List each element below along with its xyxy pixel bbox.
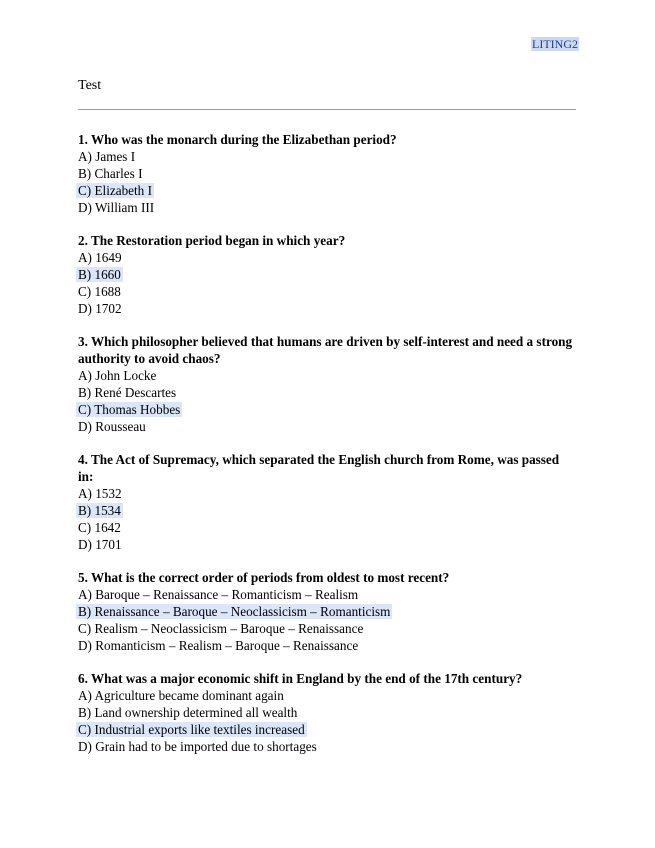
question-4	[76, 451, 576, 553]
option-b-highlighted	[76, 266, 576, 283]
option-text: D) Rousseau	[78, 419, 146, 434]
question-3	[76, 333, 576, 435]
option-a	[76, 485, 576, 502]
option-c	[76, 620, 576, 637]
option-text: B) 1534	[78, 503, 121, 518]
option-d	[76, 418, 576, 435]
question-text: 4. The Act of Supremacy, which separated the English church from Rome, was passed in:	[78, 452, 560, 484]
option-b	[76, 704, 576, 721]
question-1	[76, 131, 576, 216]
option-text: D) Romanticism – Realism – Baroque – Renaissance	[78, 638, 359, 653]
option-text: B) Land ownership determined all wealth	[78, 705, 298, 720]
option-a	[76, 148, 576, 165]
option-c-highlighted	[76, 401, 576, 418]
option-c	[76, 283, 576, 300]
question-6	[76, 670, 576, 755]
option-a	[76, 249, 576, 266]
option-text: B) 1660	[78, 267, 121, 282]
option-d	[76, 536, 576, 553]
option-d	[76, 637, 576, 654]
option-text: C) 1642	[78, 520, 121, 535]
option-text: A) James I	[78, 149, 136, 164]
option-text: D) William III	[78, 200, 155, 215]
option-c-highlighted	[76, 182, 576, 199]
option-text: D) 1702	[78, 301, 122, 316]
question-text: 6. What was a major economic shift in England by the end of the 17th century?	[78, 671, 523, 686]
option-d	[76, 199, 576, 216]
option-c	[76, 519, 576, 536]
option-text: B) Charles I	[78, 166, 143, 181]
option-text: A) Agriculture became dominant again	[78, 688, 284, 703]
option-d	[76, 738, 576, 755]
option-text: D) 1701	[78, 537, 122, 552]
option-text: A) 1532	[78, 486, 122, 501]
option-text: C) Elizabeth I	[78, 183, 152, 198]
option-text: C) Industrial exports like textiles increased	[78, 722, 305, 737]
option-text: B) Renaissance – Baroque – Neoclassicism – Romanticism	[78, 604, 391, 619]
option-b-highlighted	[76, 502, 576, 519]
option-text: A) 1649	[78, 250, 122, 265]
question-text: 3. Which philosopher believed that humans are driven by self-interest and need a strong authority to avoid chaos?	[78, 334, 573, 366]
option-a	[76, 586, 576, 603]
header-code: LITING2	[532, 37, 578, 51]
option-a	[76, 687, 576, 704]
question-text: 1. Who was the monarch during the Elizabethan period?	[78, 132, 397, 147]
option-b	[76, 384, 576, 401]
question-5	[76, 569, 576, 654]
question-text: 5. What is the correct order of periods from oldest to most recent?	[78, 570, 450, 585]
option-text: A) John Locke	[78, 368, 157, 383]
horizontal-rule	[78, 109, 576, 110]
option-b	[76, 165, 576, 182]
document-title: Test	[78, 78, 102, 93]
option-text: C) Thomas Hobbes	[78, 402, 181, 417]
option-text: A) Baroque – Renaissance – Romanticism – Realism	[78, 587, 359, 602]
question-list	[76, 131, 576, 771]
option-d	[76, 300, 576, 317]
question-2	[76, 232, 576, 317]
option-text: B) René Descartes	[78, 385, 177, 400]
option-text: D) Grain had to be imported due to shortages	[78, 739, 317, 754]
option-b-highlighted	[76, 603, 576, 620]
option-text: C) Realism – Neoclassicism – Baroque – Renaissance	[78, 621, 364, 636]
option-a	[76, 367, 576, 384]
option-text: C) 1688	[78, 284, 121, 299]
question-text: 2. The Restoration period began in which year?	[78, 233, 346, 248]
option-c-highlighted	[76, 721, 576, 738]
